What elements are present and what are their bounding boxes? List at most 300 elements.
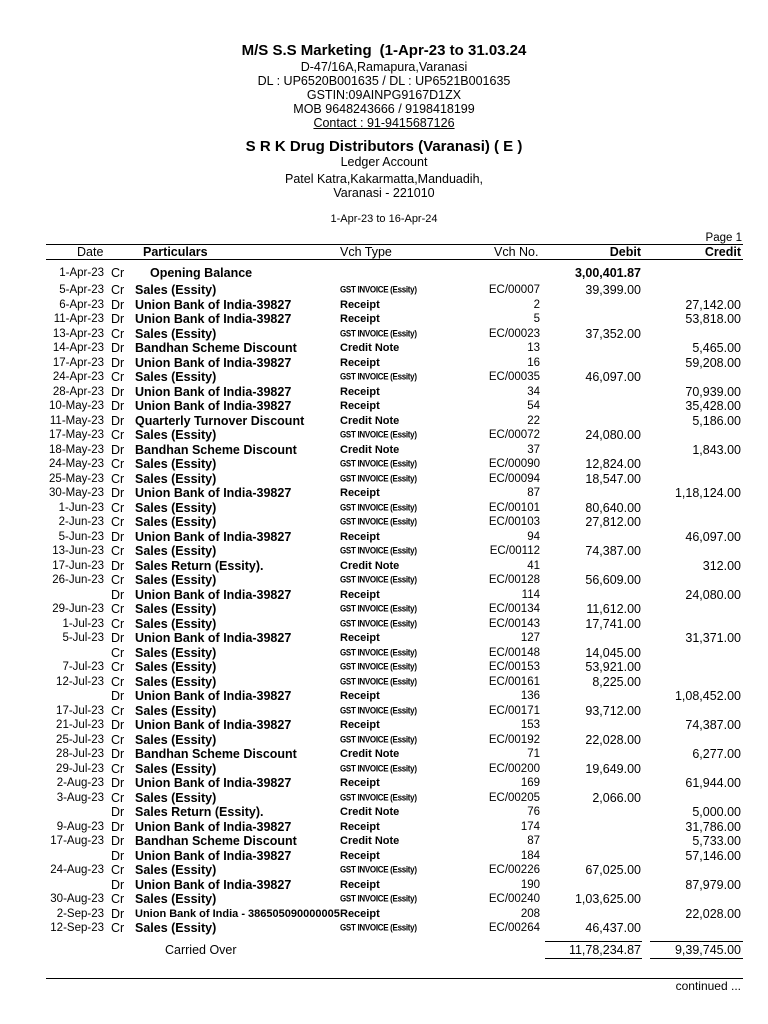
row-particulars: Bandhan Scheme Discount — [135, 747, 297, 761]
row-debit: 80,640.00 — [585, 500, 641, 515]
row-particulars: Bandhan Scheme Discount — [135, 834, 297, 848]
row-credit: 46,097.00 — [685, 529, 741, 544]
row-vch-no: 2 — [533, 298, 540, 311]
row-dr-cr: Dr — [111, 805, 125, 819]
row-date: 1-Jun-23 — [58, 501, 104, 514]
row-vch-no: EC/00171 — [488, 704, 540, 717]
row-dr-cr: Dr — [111, 486, 125, 500]
column-header-credit: Credit — [704, 245, 741, 259]
row-dr-cr: Cr — [111, 544, 125, 558]
report-period: 1-Apr-23 to 16-Apr-24 — [330, 213, 438, 225]
ledger-row — [0, 530, 768, 545]
row-particulars: Sales (Essity) — [135, 471, 217, 486]
row-particulars: Union Bank of India - 386505090000005 — [135, 907, 340, 920]
row-vch-type: Receipt — [340, 820, 380, 833]
row-particulars: Sales (Essity) — [135, 573, 217, 587]
row-date: 26-Jun-23 — [52, 574, 104, 586]
row-credit: 1,843.00 — [692, 442, 741, 457]
ledger-row — [0, 486, 768, 501]
row-vch-type: Receipt — [340, 588, 380, 601]
row-dr-cr: Cr — [111, 863, 125, 877]
row-vch-type: Credit Note — [340, 342, 400, 354]
row-date: 11-May-23 — [49, 414, 104, 427]
row-vch-type: Receipt — [340, 298, 380, 311]
row-debit: 74,387.00 — [585, 544, 641, 558]
row-vch-no: 76 — [527, 806, 540, 818]
row-dr-cr: Cr — [111, 266, 125, 280]
row-dr-cr: Dr — [111, 399, 125, 413]
row-date: 28-Apr-23 — [52, 385, 104, 398]
row-particulars: Sales Return (Essity). — [135, 805, 264, 819]
row-vch-type: GST INVOICE (Essity) — [340, 661, 417, 672]
row-vch-type: Credit Note — [340, 748, 400, 760]
row-vch-type: Receipt — [340, 400, 380, 412]
contact-text: Contact : 91-9415687126 — [313, 116, 455, 130]
row-date: 5-Apr-23 — [59, 284, 104, 296]
row-particulars: Sales (Essity) — [135, 515, 217, 529]
ledger-row — [0, 544, 768, 559]
row-debit: 37,352.00 — [585, 326, 641, 341]
ledger-row — [0, 414, 768, 429]
row-vch-type: GST INVOICE (Essity) — [340, 472, 417, 484]
row-credit: 5,186.00 — [692, 413, 741, 428]
row-date: 17-Jun-23 — [52, 559, 104, 572]
row-date: 25-May-23 — [49, 472, 104, 485]
row-vch-no: 127 — [520, 632, 540, 644]
row-particulars: Sales (Essity) — [135, 674, 217, 689]
row-debit: 67,025.00 — [585, 863, 641, 877]
row-particulars: Union Bank of India-39827 — [135, 848, 292, 863]
ledger-row — [0, 399, 768, 414]
row-date: 21-Jul-23 — [56, 719, 104, 731]
header-bottom-rule — [46, 259, 743, 260]
row-vch-type: Credit Note — [340, 835, 400, 847]
row-vch-no: EC/00134 — [488, 603, 540, 615]
row-credit: 6,277.00 — [692, 747, 741, 761]
company-dl: DL : UP6520B001635 / DL : UP6521B001635 — [257, 74, 511, 88]
row-dr-cr: Dr — [111, 558, 125, 573]
row-particulars: Union Bank of India-39827 — [135, 877, 292, 892]
row-debit: 24,080.00 — [585, 428, 641, 442]
row-dr-cr: Dr — [111, 834, 125, 848]
credit-total-bottom-rule — [650, 958, 743, 959]
row-particulars: Union Bank of India-39827 — [135, 312, 292, 326]
carried-over-debit: 11,78,234.87 — [568, 943, 641, 957]
row-particulars: Sales (Essity) — [135, 283, 217, 297]
row-particulars: Bandhan Scheme Discount — [135, 442, 297, 457]
row-vch-type: Receipt — [340, 849, 380, 862]
row-date: 10-May-23 — [49, 400, 104, 412]
column-header-vch-type: Vch Type — [340, 245, 392, 259]
company-title — [0, 42, 768, 59]
ledger-row — [0, 283, 768, 298]
company-name: M/S S.S Marketing — [241, 42, 372, 59]
row-vch-type: Credit Note — [340, 559, 400, 572]
row-credit: 61,944.00 — [685, 776, 741, 790]
ledger-row — [0, 327, 768, 342]
column-header-vch-no: Vch No. — [494, 245, 539, 259]
row-date: 13-Apr-23 — [52, 327, 104, 340]
row-vch-no: EC/00153 — [488, 661, 540, 673]
row-credit: 22,028.00 — [685, 906, 741, 921]
row-particulars: Union Bank of India-39827 — [135, 399, 292, 413]
company-address: D-47/16A,Ramapura,Varanasi — [300, 60, 468, 74]
row-date: 2-Aug-23 — [56, 777, 104, 789]
row-particulars: Union Bank of India-39827 — [135, 297, 292, 312]
row-vch-type: GST INVOICE (Essity) — [340, 603, 417, 614]
row-vch-no: 153 — [520, 719, 540, 731]
row-date: 17-Jul-23 — [56, 704, 104, 717]
ledger-row — [0, 370, 768, 385]
ledger-row — [0, 907, 768, 922]
row-credit: 312.00 — [702, 558, 741, 573]
row-vch-no: EC/00101 — [488, 501, 540, 514]
row-debit: 93,712.00 — [585, 703, 641, 718]
row-vch-no: 34 — [527, 385, 540, 398]
credit-total-top-rule — [650, 941, 743, 942]
row-dr-cr: Dr — [111, 906, 125, 921]
row-debit: 14,045.00 — [585, 645, 641, 660]
row-date: 24-Apr-23 — [52, 371, 104, 383]
ledger-row — [0, 675, 768, 690]
row-vch-no: EC/00007 — [488, 284, 540, 296]
row-particulars: Sales (Essity) — [135, 616, 217, 631]
row-credit: 35,428.00 — [685, 399, 741, 413]
row-dr-cr: Dr — [111, 776, 125, 790]
row-vch-no: 94 — [527, 530, 540, 543]
row-particulars: Union Bank of India-39827 — [135, 631, 292, 645]
row-dr-cr: Cr — [111, 790, 125, 805]
row-vch-type: GST INVOICE (Essity) — [340, 429, 417, 440]
row-dr-cr: Dr — [111, 297, 125, 312]
continued-note: continued ... — [675, 979, 741, 993]
ledger-row — [0, 298, 768, 313]
row-credit: 31,786.00 — [685, 819, 741, 834]
row-debit: 18,547.00 — [585, 471, 641, 486]
row-vch-no: 22 — [527, 414, 540, 427]
row-dr-cr: Dr — [111, 631, 125, 645]
ledger-row — [0, 602, 768, 617]
row-dr-cr: Dr — [111, 848, 125, 863]
row-vch-type: GST INVOICE (Essity) — [340, 284, 417, 295]
ledger-row — [0, 312, 768, 327]
row-vch-type: Receipt — [340, 385, 380, 398]
row-dr-cr: Dr — [111, 442, 125, 457]
row-particulars: Sales (Essity) — [135, 761, 217, 776]
row-date: 1-Jul-23 — [62, 617, 104, 630]
carried-over-credit: 9,39,745.00 — [674, 943, 741, 957]
row-vch-no: 174 — [520, 820, 540, 833]
row-dr-cr: Cr — [111, 645, 125, 660]
row-particulars: Union Bank of India-39827 — [135, 355, 292, 370]
row-dr-cr: Dr — [111, 341, 125, 355]
row-vch-no: 87 — [527, 487, 540, 499]
row-date: 9-Aug-23 — [56, 820, 104, 833]
row-dr-cr: Cr — [111, 732, 125, 747]
row-date: 1-Apr-23 — [59, 267, 104, 279]
row-particulars: Sales (Essity) — [135, 892, 217, 906]
row-date: 17-Apr-23 — [52, 356, 104, 369]
party-name: S R K Drug Distributors (Varanasi) ( E ) — [245, 138, 523, 155]
row-date: 30-May-23 — [49, 487, 104, 499]
row-debit: 56,609.00 — [585, 573, 641, 587]
row-date: 6-Apr-23 — [59, 298, 104, 311]
ledger-row — [0, 892, 768, 907]
row-dr-cr: Cr — [111, 457, 125, 471]
ledger-row — [0, 617, 768, 632]
row-debit: 1,03,625.00 — [574, 892, 641, 906]
row-dr-cr: Cr — [111, 283, 125, 297]
row-vch-no: 5 — [533, 313, 540, 325]
row-date: 11-Apr-23 — [53, 313, 104, 325]
row-date: 29-Jul-23 — [56, 762, 104, 775]
row-dr-cr: Cr — [111, 892, 125, 906]
row-vch-no: EC/00226 — [488, 864, 540, 876]
ledger-row — [0, 718, 768, 733]
ledger-row — [0, 385, 768, 400]
row-date: 24-May-23 — [49, 458, 104, 470]
row-particulars: Union Bank of India-39827 — [135, 776, 292, 790]
row-dr-cr: Dr — [111, 587, 125, 602]
row-particulars: Opening Balance — [150, 266, 253, 280]
row-particulars: Union Bank of India-39827 — [135, 819, 292, 834]
row-dr-cr: Cr — [111, 674, 125, 689]
row-vch-no: 54 — [527, 400, 540, 412]
row-vch-no: 37 — [527, 443, 540, 456]
row-particulars: Sales (Essity) — [135, 732, 217, 747]
row-particulars: Sales (Essity) — [135, 703, 217, 718]
row-date: 25-Jul-23 — [56, 733, 104, 746]
row-date: 5-Jun-23 — [58, 530, 104, 543]
row-particulars: Sales (Essity) — [135, 602, 217, 616]
ledger-row — [0, 762, 768, 777]
row-vch-no: 208 — [520, 907, 540, 920]
ledger-row — [0, 588, 768, 603]
debit-total-top-rule — [545, 941, 642, 942]
row-vch-no: EC/00264 — [488, 922, 540, 934]
row-vch-no: 184 — [520, 849, 540, 862]
row-dr-cr: Dr — [111, 877, 125, 892]
opening-balance-row — [0, 266, 768, 281]
row-vch-no: 41 — [527, 559, 540, 572]
row-particulars: Union Bank of India-39827 — [135, 529, 292, 544]
ledger-row — [0, 704, 768, 719]
row-credit: 27,142.00 — [685, 297, 741, 312]
row-vch-type: GST INVOICE (Essity) — [340, 922, 417, 933]
row-credit: 59,208.00 — [685, 355, 741, 370]
row-vch-type: Receipt — [340, 530, 380, 543]
row-dr-cr: Cr — [111, 500, 125, 515]
row-vch-no: EC/00200 — [488, 762, 540, 775]
row-vch-no: 114 — [521, 588, 540, 601]
row-vch-type: GST INVOICE (Essity) — [340, 617, 417, 629]
row-vch-no: 136 — [520, 690, 540, 702]
row-dr-cr: Cr — [111, 370, 125, 384]
row-vch-no: EC/00094 — [488, 472, 540, 485]
row-vch-no: 71 — [527, 748, 540, 760]
row-vch-type: GST INVOICE (Essity) — [340, 864, 417, 875]
debit-total-bottom-rule — [545, 958, 642, 959]
row-vch-type: Credit Note — [340, 806, 400, 818]
ledger-row — [0, 573, 768, 588]
row-vch-type: GST INVOICE (Essity) — [340, 762, 417, 774]
row-credit: 5,733.00 — [692, 834, 741, 848]
row-dr-cr: Cr — [111, 616, 125, 631]
row-debit: 46,437.00 — [585, 921, 641, 935]
row-debit: 3,00,401.87 — [574, 266, 641, 280]
ledger-row — [0, 733, 768, 748]
row-particulars: Union Bank of India-39827 — [135, 587, 292, 602]
page-number: Page 1 — [705, 232, 742, 244]
row-particulars: Sales (Essity) — [135, 544, 217, 558]
row-particulars: Quarterly Turnover Discount — [135, 413, 305, 428]
row-vch-no: 16 — [527, 356, 540, 369]
ledger-row — [0, 689, 768, 704]
row-dr-cr: Dr — [111, 689, 125, 703]
row-credit: 70,939.00 — [685, 384, 741, 399]
row-vch-no: 190 — [520, 878, 540, 891]
row-date: 28-Jul-23 — [56, 748, 104, 760]
company-period: (1-Apr-23 to 31.03.24 — [379, 42, 527, 59]
row-vch-type: GST INVOICE (Essity) — [340, 458, 417, 469]
row-vch-no: EC/00023 — [488, 327, 540, 340]
row-vch-no: EC/00128 — [488, 574, 540, 586]
row-vch-type: Receipt — [340, 356, 380, 369]
row-debit: 12,824.00 — [585, 457, 641, 471]
row-particulars: Sales Return (Essity). — [135, 558, 264, 573]
row-particulars: Sales (Essity) — [135, 645, 217, 660]
row-date: 12-Sep-23 — [50, 922, 104, 934]
row-vch-type: GST INVOICE (Essity) — [340, 545, 417, 556]
row-dr-cr: Cr — [111, 471, 125, 486]
row-dr-cr: Cr — [111, 573, 125, 587]
row-particulars: Sales (Essity) — [135, 326, 217, 341]
row-vch-type: GST INVOICE (Essity) — [340, 646, 417, 658]
ledger-row — [0, 805, 768, 820]
row-date: 17-Aug-23 — [50, 835, 104, 847]
row-date: 24-Aug-23 — [50, 864, 104, 876]
ledger-row — [0, 472, 768, 487]
ledger-row — [0, 356, 768, 371]
row-dr-cr: Cr — [111, 515, 125, 529]
row-credit: 53,818.00 — [685, 312, 741, 326]
party-address-2: Varanasi - 221010 — [333, 186, 435, 200]
row-credit: 24,080.00 — [685, 587, 741, 602]
row-vch-type: GST INVOICE (Essity) — [340, 791, 417, 803]
column-header-date: Date — [77, 245, 104, 259]
ledger-row — [0, 501, 768, 516]
row-date: 2-Sep-23 — [56, 907, 104, 920]
row-date: 14-Apr-23 — [52, 342, 104, 354]
row-dr-cr: Dr — [111, 312, 125, 326]
row-dr-cr: Dr — [111, 819, 125, 834]
row-date: 12-Jul-23 — [56, 675, 104, 688]
company-contact — [0, 116, 768, 130]
row-debit: 27,812.00 — [585, 515, 641, 529]
row-particulars: Union Bank of India-39827 — [135, 689, 292, 703]
row-vch-type: GST INVOICE (Essity) — [340, 574, 417, 585]
row-dr-cr: Cr — [111, 428, 125, 442]
ledger-row — [0, 791, 768, 806]
row-vch-no: EC/00103 — [488, 516, 540, 528]
column-header-debit: Debit — [609, 245, 641, 259]
row-vch-type: GST INVOICE (Essity) — [340, 327, 417, 339]
row-dr-cr: Dr — [111, 718, 125, 732]
row-credit: 57,146.00 — [685, 848, 741, 863]
row-vch-type: Receipt — [340, 690, 380, 702]
row-vch-type: Credit Note — [340, 414, 400, 427]
row-debit: 39,399.00 — [585, 283, 641, 297]
row-vch-type: GST INVOICE (Essity) — [340, 893, 417, 904]
row-date: 18-May-23 — [49, 443, 104, 456]
company-mobile: MOB 9648243666 / 9198418199 — [293, 102, 475, 116]
row-dr-cr: Cr — [111, 326, 125, 341]
column-header-particulars: Particulars — [143, 245, 208, 259]
ledger-row — [0, 849, 768, 864]
row-dr-cr: Dr — [111, 529, 125, 544]
row-vch-no: EC/00072 — [488, 429, 540, 441]
row-vch-type: Receipt — [340, 313, 380, 325]
ledger-row — [0, 515, 768, 530]
row-vch-type: Receipt — [340, 907, 380, 920]
row-vch-type: Receipt — [340, 878, 380, 891]
row-vch-no: EC/00148 — [488, 646, 540, 659]
row-vch-type: GST INVOICE (Essity) — [340, 733, 417, 745]
row-dr-cr: Cr — [111, 921, 125, 935]
row-vch-type: Receipt — [340, 632, 380, 644]
row-vch-type: Receipt — [340, 777, 380, 789]
row-dr-cr: Dr — [111, 355, 125, 370]
row-debit: 2,066.00 — [592, 790, 641, 805]
ledger-row — [0, 457, 768, 472]
ledger-row — [0, 631, 768, 646]
row-vch-no: EC/00192 — [488, 733, 540, 746]
row-date: 30-Aug-23 — [50, 893, 104, 905]
row-dr-cr: Cr — [111, 703, 125, 718]
ledger-row — [0, 834, 768, 849]
row-date: 7-Jul-23 — [62, 661, 104, 673]
row-date: 13-Jun-23 — [52, 545, 104, 557]
row-debit: 19,649.00 — [585, 761, 641, 776]
row-dr-cr: Cr — [111, 761, 125, 776]
row-particulars: Union Bank of India-39827 — [135, 486, 292, 500]
ledger-row — [0, 776, 768, 791]
ledger-row — [0, 921, 768, 936]
ledger-row — [0, 443, 768, 458]
row-particulars: Sales (Essity) — [135, 370, 217, 384]
row-vch-type: GST INVOICE (Essity) — [340, 704, 417, 716]
row-date: 2-Jun-23 — [58, 516, 104, 528]
row-particulars: Sales (Essity) — [135, 790, 217, 805]
row-particulars: Bandhan Scheme Discount — [135, 341, 297, 355]
row-credit: 5,000.00 — [692, 805, 741, 819]
row-vch-type: GST INVOICE (Essity) — [340, 516, 417, 527]
row-vch-type: Credit Note — [340, 443, 400, 456]
row-date: 29-Jun-23 — [52, 603, 104, 615]
row-debit: 11,612.00 — [586, 602, 641, 616]
row-vch-no: EC/00143 — [488, 617, 540, 630]
row-credit: 74,387.00 — [685, 718, 741, 732]
row-credit: 1,18,124.00 — [674, 486, 741, 500]
row-date: 17-May-23 — [49, 429, 104, 441]
ledger-row — [0, 660, 768, 675]
row-dr-cr: Dr — [111, 384, 125, 399]
row-vch-no: 87 — [527, 835, 540, 847]
row-particulars: Sales (Essity) — [135, 660, 217, 674]
row-particulars: Union Bank of India-39827 — [135, 384, 292, 399]
row-credit: 87,979.00 — [685, 877, 741, 892]
row-credit: 1,08,452.00 — [674, 689, 741, 703]
